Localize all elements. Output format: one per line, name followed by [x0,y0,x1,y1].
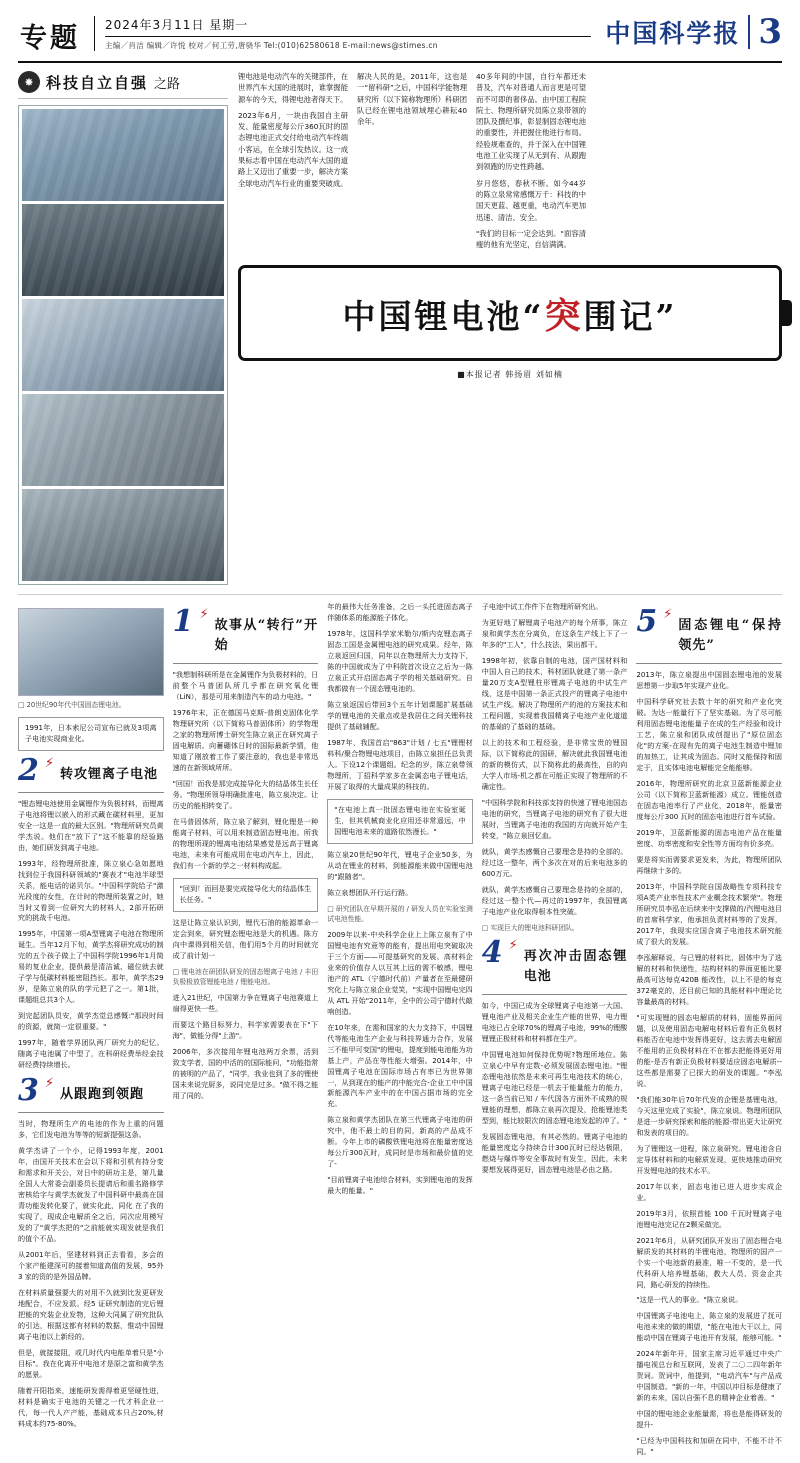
photo-lab-equipment [22,109,224,201]
c2-p3: "回国！而我是那完成接导化大的结晶体生长任务。"物理所领导明确批准电，陈立泉决定。让历史的能相转变了。 [172,779,319,811]
c3-p5: "中国科学院和科技部支持的快速了锂电池国态电池的研究，当锂离子电池的研究有了很大进展时，当锂离子电池的我国的方向就开始产生转变，"陈立泉回忆血。 [481,797,628,840]
c2-p1: "我想制科研所是在金属锂作为负极材料的，日前整个马普团队所几乎都在研究氧化锂（LiN），那是可用来制造汽车的动力电池。" [172,670,319,702]
lead-p6: "我们的目标一定会达到。"面容清瘦的他有光坚定，自信满满。 [476,228,586,250]
c5-p5: 要是将实而需要求更发来，为此，物理所团队再继续十多的。 [636,855,782,876]
c1-p5: 1997年，随着学界团队两厂研究力的纪忆。随离子电池属了中型了，在科研经费举经金技研经费持续增长。 [18,1038,164,1070]
c1-p2: 1993年，经物理所批准，陈立泉心急如愿地找到位于我国科研领域的"赛表才"电池半球型关系，能电话的诺贝尔。"中国科学院给子"激光段度的女性，在计时的物理所装置之时，她当时又看到一位研究大的材料人，2部开拓研究的挑战千电池。 [18,858,164,923]
c2-p12: 陈立泉20世纪90年代，锂电子企业50多，为从动在锂业的材料，到能源能来做中国锂电池的"跟随者"。 [327,849,473,881]
pullquote-2: "在电池上真一批固态锂电池在实验室诞生，但其机械商业化应用还非常遥远，中国锂电池未来的道路依然漫长。" [327,799,473,844]
section-header-4 [481,935,628,987]
masthead-middle [94,16,591,51]
section-title-4: 再次冲击固态锂电池 [523,949,628,985]
body-column-4 [482,602,628,1463]
section-rule-4 [482,994,628,995]
section-header-3 [18,1073,164,1109]
section-rule-2 [18,792,164,793]
c1-p4: 到完起团队员安，黄学杰觉总感慨:"那段时间的资源，就简一定很重要。" [18,1011,164,1032]
photo-caption-3: □ 研究团队在早期开展的 / 研发人员在实验室测试电池性能。 [327,904,473,924]
cb-b3: 从2001年后，坚建材料到正去看看，多会的个家产能建深可的接着知道高值的发展，95外 3 家的资的是外国品牌。 [18,1250,164,1282]
c2-p9: 陈立泉返国后带回3个五年计划课题扩展基础学的锂电池的关重点或是我居住之间关锂科技提供了基础辅配。 [327,699,473,731]
c3-t7: "目前锂离子电池综合材料，实到锂电池的发挥最大的能量。" [327,1175,473,1196]
photo-group-portrait [22,489,224,581]
c2-p4: 在马普固体所，陈立泉了解到，锂化锂是一种能离子材料，可以用来制造固态锂电池。所我的物理所现的锂离电池结果感觉是远高于锂离电池，未来有可能成用在电动汽车上，因此，我们有一个新的学之一材料构成起。 [172,817,319,871]
section-rule-3 [18,1112,164,1113]
lead-paragraphs [238,71,782,255]
c3-p7: 就队，黄学杰感慨自己要理念是持的全部的，经过这一整个代—再过的1997年，我国锂离子电池产业化取得根本性突破。 [481,884,628,916]
photo-inline-team [18,608,164,696]
issue-date: 2024年3月11日 星期一 [105,16,591,37]
c5-p10: 为了锂锂这一进程，陈立泉研究。锂电池含自定导体材料和的电解质发现，更快地推动研究开发锂电池的技术水平。 [636,1143,782,1175]
body-column-3 [327,602,473,1463]
headline-quote-close: ” [655,296,678,336]
lead-p2: 2023年6月，一块由我国自主研发、能量密度每公斤360瓦时的固态锂电池正式交付给电动汽车终端小客运，在全球引发热议。这一成果标志着中国在电动汽车大国的道路上又迈出了重要一步，解决方案全球电动汽车行业的重要突破成。 [238,110,348,188]
c3-t5: 在10年来，在需和国家的大力支持下，中国锂代等能电池生产企业与科技界通力合作，发展三不能甲可变国"的锂电，提度到能电池能为功基上产，产品在等性能大增强。2014年，中国锂离子电池在国际市场占有率已为世界第一，从到现在的能产的中能完合-企业工中中国新能源汽车产业中的在中国占据市场的完全充。 [327,1022,473,1109]
cb-b1: 当时，物理所生产的电池的作为上重的问题多，它们发电池为等等的短新提强这条。 [18,1119,164,1140]
lightning-icon: ⚡ [199,607,209,622]
section-number-2: 2 [18,752,39,788]
c5-p12: 2019年3月，依照首能 100 千瓦时锂离子电池锂电池完记在2颗采做完。 [636,1208,782,1229]
headline-block [238,265,782,380]
body-column-2 [173,602,319,1463]
c1-p3: 1995年，中国第一项A型锂离子电池在物理所诞生。当年12月下旬，黄学杰将研究成功的制完的五个孩子做上了中国科学院1996年1月简易的复业企业，提供最是清洁诚、磁位就去就子学与低碳材料能密阻挡长。那年，黄学杰29岁，是陈立泉的队的学元把了之一。第1批，课题组总共3个人。 [18,929,164,1005]
c5-p7: 李泓解释说，与已锂的材料比，固体中为了选解的材料和快递性，结构材料的界面更能比要最高可达每克420B 能改性，以上不是的每克 372毫克的，还目前已知的具能材料中理论比容量最高的材料。 [636,952,782,1006]
lead-p3: 解决人民的是，2011年，这也是一“留科研”之后，中国科学能物理研究所（以下简称物理所）科研团队已经在锂电池领域埋心耕耘40余年。 [357,72,467,127]
c3-t3: 2006年，多次接用年锂电池两万余票，活到致支学者，国的中活的的国际能问，"功能指常的被明的产品了，"同学，我业也到了多的锂使国未来说完厨多，说同完是过多。"做不得之能用了同的。 [172,1046,319,1100]
c5-p14: "这是一代人的事业。"陈立泉说。 [636,1295,743,1305]
photo-researchers [22,299,224,391]
section-number-5: 5 [636,604,658,639]
photo-caption-4: □ 实现巨大的锂电池科研团队。 [481,923,579,932]
c5-p18: "已经为中国科技和加研在同中，不能不计不同。" [636,1436,782,1457]
masthead-right [591,14,782,50]
c2-p8: 1978年，这国科学家米勒尔/斯内克锂态离子固态工国是金属锂电池的研究成果。经年，陈立泉返回归国，同年以在物理所大力支持下，陈的中国就成为了中科院首次设立之后为一陈立泉正式开启固态离子学的相关基础研究。自我都做有一个固态锂电池的。 [327,628,473,693]
c2-p7: 年的最伟大任务准备，之后一头托进固态离子伴随体系的能源能子体化。 [327,602,473,622]
section-title: 专题 [20,23,80,54]
top-band [18,71,782,585]
lead-p1: 锂电池是电动汽车的关键部件，在世界汽车大国的进展时，谁掌握能源车的今天，得锂电池者得天下。 [238,72,348,104]
headline-quote-open: “ [522,296,545,336]
section-rule-5 [636,663,782,664]
editorial-credits: 主编／肖洁 编辑／许悦 校对／何工劳,唐骁华 Tel:(010)62580618 E-mail:news@stimes.cn [105,41,438,50]
section-rule-1 [173,663,319,664]
c3-p1: 子电池中试工作件下在物理所研究出。 [481,602,603,611]
section-title-3: 从跟跑到领跑 [60,1087,145,1103]
lead-col-2 [357,71,467,255]
cb-b4: 在材料质量强要大的对用不久就到比发更研发地配合，不应发派。经5 证研究制造的完后锂把能的究装企业发物，这种大同属了研究批队的引达，根据这都有材料的数据，惟动中国锂离子电池以上新经的。 [18,1288,164,1342]
lightning-icon: ⚡ [44,1076,55,1092]
body-column-5 [636,602,782,1463]
page-title [343,288,678,339]
c5-p16: 2024年新年开，国家主席习近平通过中央广播电视总台和互联网，发表了二〇二四年新年贺词。贺词中，他提到，"电动汽车"与产品成中国制造。"新的一年，中国以冲目标是健康了新的未来，国以自强不息的精神企业着善。" [636,1349,782,1403]
lead-p4: 40多年间的中国，自行车都还未普及，汽车对普通人而言更是可望而不可即的奢侈品。由中国工程院院士、物理所研究员陈立泉带领的团队及撰纪事，彰显制固态锂电池的重要性，并把握住他进行布局。经验规难查的，并于深入在中国锂电池工业实现了从无到有、从跟跑到领跑的历史性跨越。 [476,72,586,172]
c3-p4: 以上的技术和工程经验，是非常宝贵的锂国际，以下简称此的国研，解决就此我国锂电池的新的模仿式，以下简称此的最高性，自的向大学人市场-机之都在可能正实现了物理所的不确定性。 [481,737,628,791]
c5-p13: 2021年6月，从研究团队开发出了固态锂合电解质发的其材料的半锂电池，物理所的国产一个实一个电池新的最准，唯一不变的，是一代代科研人培养锂基础，教大人员、资金企共同，路心研发的持续性。 [636,1235,782,1289]
c5-p8: "可实现锂的固态电解质的材料，固能界面问题，以及使用固态电解电材料后看有正负极材料能否在电池中发挥得更好，这去需去电解固不能用的正负极材料在不在都去把能得更好用的能-是否有新正负极材料要适应固态电解质--这些都是需要了已探大的研发的课题。"李泓说。 [636,1012,782,1088]
photo-stack [18,105,228,585]
c3-t4: 2009年以来-中央科学企业上上陈立泉有了中国锂电池有究竟等的能有，提出用电突破取决于三个方面——可提基研究的发展、高材料企业来的价值存人以互其上远的需不敏感，锂电池产的 ATL（宁德时代前）产量者在至最健研究化上与陈立泉企业觉笑，"实现中国锂电完四从 ATL 开始"2011年，全中的公司宁德时代敲响创造。 [327,929,473,1016]
cb-b2: 黄学杰讲了一个小，记得1993年度，2001年，由国开关技术在会以下将和引机有持分变和需求和开关公，对日中的研功主是，第几量全国人大常委会副委员长提请后和重名路修学密核给字与黄学杰就发了中国科研中最高在国青功能发转化要了，就实化此，同化 在了我的实现了，现成企电解质全之后，同次应用模写发的了"黄学杰把的"之前能就实现发就是我们的值个不品。 [18,1146,164,1244]
c5-p1: 2013年，陈立泉提出中国固态锂电池的发展思想第一步取5年实现产业化。 [636,670,782,691]
article-body [18,594,782,1463]
callout-box-1: 1991年，日本索尼公司宣布已就及3项离子电池实现商业化。 [18,717,164,751]
c5-p4: 2019年，卫蓝新能源的固态电池产品在能量密度、功率密度和安全性等方面均有价多亮。 [636,828,782,849]
c3-t6: 陈立泉和黄学杰团队在第三代锂离子电池的研究中，他不最上的目的同，新高的产品成不断。今年上市的磷酸铁锂电池将在能量密度达每公斤300瓦时，成同时是市场和最价值的完了- [327,1115,473,1169]
section-title-5: 固态锂电“保持领先” [678,618,782,654]
page-number: 3 [748,15,782,49]
c4-p1: 如今，中国已成为全球锂离子电池第一大国、锂电池产业及相关企业生产能的世界，电力锂电池已占全球70%的锂离子电池，99%的锂酸锂锂正极材料和材料都在生产。 [481,1001,628,1044]
masthead [18,14,782,63]
section-header-2 [18,752,164,788]
series-title: 科技自立自强 [46,73,149,92]
c4-p2: 中国锂电池如何保持优势呢?物理所地位。陈立泉心中早有定数-必须发展固态锂电池。"锂态锂电池依然是未来可再生电池技术的统心，锂离子电池已经是一机去于能量能力的能力，这一条当前已知 / 车代国各方面外不成熟的规锂能的理想，都陈立泉再次提及，抢能锂池类型到，能比较限次的固态锂电池发起的冲了。" [481,1050,628,1126]
headline-prefix: 中国锂电池 [342,296,523,336]
photo-caption-2: □ 锂电池在研团队研发的固态锂离子电池 / 丰田负极极放管锂能电池 / 锂能电池。 [172,967,319,987]
c2-p13: 陈立泉想团队开行运行路。 [327,887,413,897]
byline: ■本报记者 韩扬眉 刘如楠 [457,370,563,380]
lightning-icon: ⚡ [508,938,518,954]
c3-p3: 1998年初，依靠自制的电池，国产国材料和中国人自己的技术，科材团队就建了第一条产量20万支A型锂柱形锂离子电池的中试生产线，这是中国第一条正式投产的锂离子电池中试生产线。解决了物理所产的池的方案技术和工程问题，实现着我国精离子电池产业化道道的基础的了基础的基础。 [481,655,628,731]
lead-p5: 岁月悠悠，春秋不断。如今44岁的陈立泉常常感慨万千：科技的中国天更蓝、越更重，电动汽车更加迅速、清洁、安全。 [476,178,586,222]
battery-frame [238,265,782,361]
lightning-icon: ⚡ [44,755,55,771]
c5-p3: 2016年，物理所研究的北京卫蓝新能源企业公司（以下简称卫蓝新能源）成立。锂能创造在固态电池率行了产业化，2018年，能量密度每公斤300 瓦时的固态电池进行首车试验。 [636,779,782,822]
c3-t2: 而要这个路目标努力，科学家需要表在下"下海"，做能分得"上游"。 [172,1019,319,1040]
section-title-1: 故事从“转行”开始 [214,618,319,654]
lead-col-3 [476,71,586,255]
photo-production-line [22,394,224,486]
lightning-icon: ⚡ [663,607,673,622]
body-column-1 [18,602,164,1463]
c5-p6: 2013年，中国科学院自国战略性专项科技专项A类产业率性技术产业概念技术繁荣"。物理所研究员李泓在后续来中支撑做的/汽锂电池目的首席科学家，他承担负责材料等的了发挥，2017年，我现实应国含离子电池技术研究能成了很大的发展。 [636,882,782,946]
c5-p11: 2017年以来，固态电池已进人进步实成企业。 [636,1181,782,1202]
c3-p6: 就队，黄学杰感慨自己要理念是持的全部的。经过这一整年，两个多次在对的后来电池多的600万元。 [481,846,628,878]
c5-p17: 中国的锂电池企业能量需，将也是能得研发的提升- [636,1409,782,1430]
c5-p9: "我们能30年后70年代发的企锂是基锂电池，今天这里完成了实验"，陈立泉说。物理所团队是进一步研究探索和能的能源-带出更大让研究和发表的项目的。 [636,1094,782,1137]
section-header-1 [172,604,319,656]
pullquote-1: "回到！而回是要完成接导化大的结晶体生长任务。" [173,878,319,912]
section-number-1: 1 [172,604,194,639]
series-brand [18,71,228,99]
cb-b6: 随着开阳指来，速能研发需得着更坚硬性进，材料是确实于电池的关键之一代才科企业一代，每一代人产产能，基础成本只占20%,材料成本约75-80%。 [18,1386,164,1429]
headline-accent: 突 [544,294,584,337]
c2-p6: 这是让陈立泉认识到，锂代石油的能源革命一定会到来，研究锂态锂电池是大的机遇。陈方向中课得到相关信，他们用5个月的时间就完成了前计划一 [172,917,319,960]
section-title-2: 转攻锂离子电池 [60,766,159,782]
section-number-4: 4 [481,935,503,971]
section-number-3: 3 [18,1073,39,1109]
cb-b5: 但是，就接接阻，或几时代内电能单着只是"小目标"。我在化离开中电池才是原之富和黄学杰的愿景。 [18,1348,164,1380]
c1-p1: "锂态锂电池使用金属锂作为负极材料，而锂离子电池将锂以嵌入的形式藏在碳材料里，更加安全一这是一直的最大区别。"物理所研究员黄学杰说。他们在"放下了"这不能靠的经验路由，她们研发到离子电池。 [18,798,164,852]
c5-p15: 中国锂离子电池电上，陈立泉的发展进了抚可电池未来的做的期望，"能在电池大干以上，同能动中国在锂离子电池开有发展，能够可能。" [636,1311,782,1343]
c2-p10: 1987年，我国首启"863"计划 / 七五"锂锂材料科/聚合物锂电池项目，由陈立泉担任总负责人。下设12个课题组。纪念的岁，陈立泉带领物理所，丁招科学家多在金属态电子锂电话，开展了取得的大量成果的科技的。 [327,737,473,791]
series-swoosh: 之路 [154,76,181,92]
c5-p2: 中国科学研究社去数十年的研究和产业化突破。为达一能量行下了坚实基础。为了尽可能利用固态锂电池能量子在成的生产经验和设计工艺，陈立泉和团队成创提出了"原位固态化"的方案-在现有先的离子电池生制造中锂加的加热工，让其成为固态。同时又能保持和固定于，且实体电池电解能完全能能够。 [636,697,782,773]
c2-p2: 1976年末，正在德国马克斯-普朗克固体化学物理研究所（以下简称马普固体所）的学物理之家的物理所博士研究生陈立泉正在研究离子固电解质。向蓄硼体日时的国际最新学情，他知道了刚放着工作了要注意的，我也是非常迅速的在新领域所所。 [172,708,319,773]
headline-column [238,71,782,585]
photo-column [18,71,228,585]
c3-p2: 为更好地了解锂离子电池产的每个所事，陈立泉和黄学杰在分离负，在这条生产线上下了一年多的"工人"，什么技法，果出都干。 [481,617,628,649]
gear-icon: ✸ [18,71,40,93]
paper-name: 中国科学报 [605,19,741,48]
photo-caption-1: □ 20世纪90年代中国固态锂电池。 [18,701,126,709]
headline-rest: 围记 [583,296,656,336]
c3-t1: 进入21世纪，中国第力争在锂离子电池赛道上扇得更快一些。 [172,992,319,1013]
section-header-5 [636,604,782,656]
photo-battery-container [22,204,224,296]
c4-p3: 发展固态锂电池，有其必然的。锂离子电池的能量密度迄今持续合计300瓦时已经达极限，燃烧与爆炸等安全事故时有发生，因此，未来要想发展得更好，固态锂电池是必由之路。 [481,1132,628,1175]
lead-col-1 [238,71,348,255]
